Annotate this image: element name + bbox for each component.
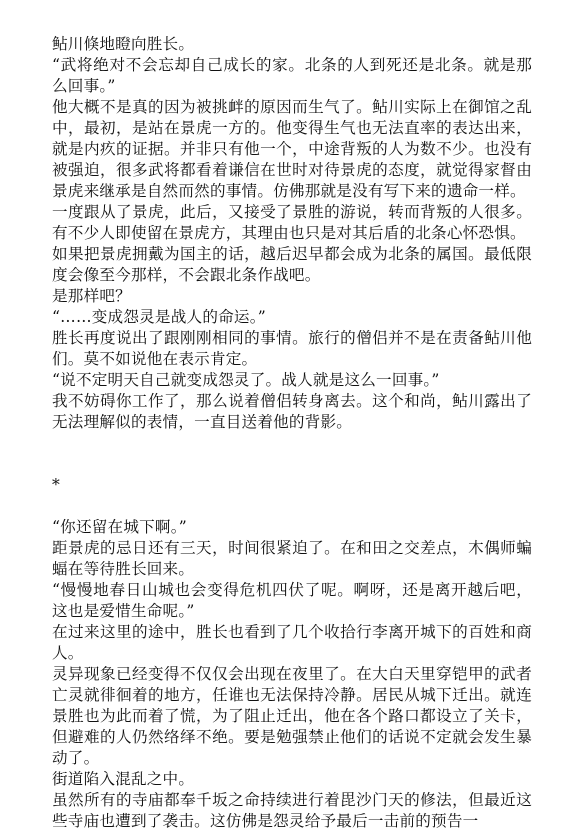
paragraph: 胜长再度说出了跟刚刚相同的事情。旅行的僧侣并不是在责备鲇川他们。莫不如说他在表示肯定。 <box>52 329 532 368</box>
paragraph: 街道陷入混乱之中。 <box>52 770 195 788</box>
paragraph: 灵异现象已经变得不仅仅会出现在夜里了。在大白天里穿铠甲的武者亡灵就徘徊着的地方，任谁也无法保持冷静。居民从城下迁出。就连景胜也为此而着了慌，为了阻止迁出，他在各个路口都设立了关卡，但避难的人仍然络绎不绝。要是勉强禁止他们的话说不定就会发生暴动了。 <box>52 665 532 767</box>
paragraph: 虽然所有的寺庙都奉千坂之命持续进行着毘沙门天的修法，但最近这些寺庙也遭到了袭击。这仿佛是怨灵给予最后一击前的预告一 <box>52 791 532 830</box>
paragraph: 我不妨碍你工作了，那么说着僧侣转身离去。这个和尚，鲇川露出了无法理解似的表情，一直目送着他的背影。 <box>52 392 532 431</box>
paragraph: “说不定明天自己就变成怨灵了。战人就是这么一回事。” <box>52 371 440 389</box>
paragraph: “慢慢地春日山城也会变得危机四伏了呢。啊呀，还是离开越后吧，这也是爱惜生命呢。” <box>52 581 532 620</box>
paragraph: 他大概不是真的因为被挑衅的原因而生气了。鲇川实际上在御馆之乱中，最初，是站在景虎一方的。他变得生气也无法直率的表达出来，就是内疚的证据。并非只有他一个，中途背叛的人为数不少。也没有被强迫，很多武将都看着谦信在世时对待景虎的态度，就觉得家督由景虎来继承是自然而然的事情。仿佛那就是没有写下来的遗命一样。 <box>52 98 532 200</box>
paragraph: 一度跟从了景虎，此后，又接受了景胜的游说，转而背叛的人很多。有不少人即使留在景虎方，其理由也只是对其后盾的北条心怀恐惧。 <box>52 203 532 242</box>
paragraph: 距景虎的忌日还有三天，时间很紧迫了。在和田之交差点，木偶师蝙蝠在等待胜长回来。 <box>52 539 532 578</box>
paragraph: “……变成怨灵是战人的命运。” <box>52 308 266 326</box>
paragraph: 是那样吧？ <box>52 287 131 305</box>
paragraph: “你还留在城下啊。” <box>52 518 187 536</box>
paragraph: “武将绝对不会忘却自己成长的家。北条的人到死还是北条。就是那么回事。” <box>52 56 532 95</box>
section-gap <box>52 496 532 517</box>
paragraph: 鲇川倏地瞪向胜长。 <box>52 35 195 53</box>
paragraph: 在过来这里的途中，胜长也看到了几个收拾行李离开城下的百姓和商人。 <box>52 623 532 662</box>
section-gap <box>52 433 532 475</box>
section-break: * <box>52 476 60 494</box>
body-text <box>52 34 532 832</box>
paragraph: 如果把景虎拥戴为国主的话，越后迟早都会成为北条的属国。最低限度会像至今那样，不会跟北条作战吧。 <box>52 245 532 284</box>
